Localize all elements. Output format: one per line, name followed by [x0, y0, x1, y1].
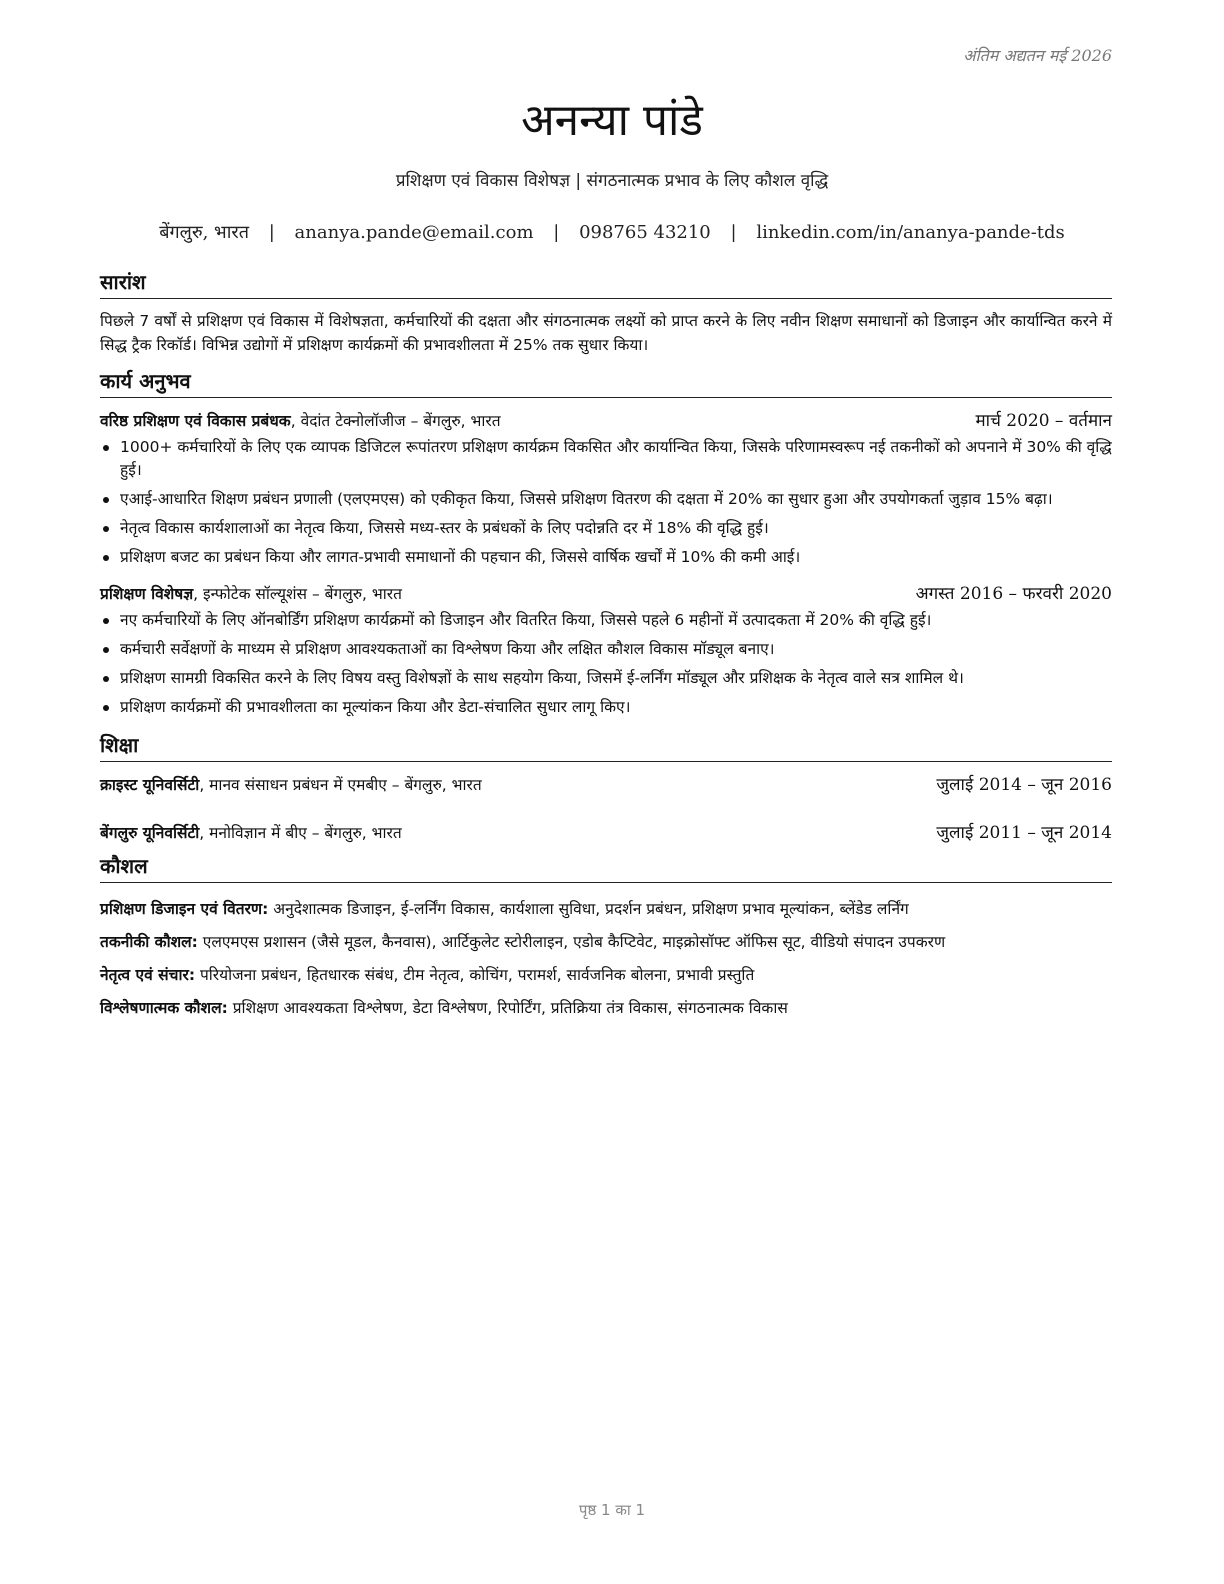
skill-label: नेतृत्व एवं संचार: [100, 966, 196, 984]
skill-value: प्रशिक्षण आवश्यकता विश्लेषण, डेटा विश्लेषण, रिपोर्टिंग, प्रतिक्रिया तंत्र विकास, संगठनात्मक विकास [227, 999, 788, 1017]
bullet-icon [103, 705, 109, 711]
skill-row [100, 893, 1112, 926]
bullet-icon [103, 445, 109, 451]
school-name: बेंगलुरु यूनिवर्सिटी [100, 824, 200, 842]
bullet-text: प्रशिक्षण कार्यक्रमों की प्रभावशीलता का मूल्यांकन किया और डेटा-संचालित सुधार लागू किए। [120, 698, 631, 716]
contact-phone: 098765 43210 [579, 222, 711, 243]
education-entry [100, 820, 1112, 846]
page-number: पृष्ठ 1 का 1 [578, 1501, 646, 1519]
bullet-item [100, 517, 1112, 540]
job-bullets [100, 436, 1112, 569]
skill-value: परियोजना प्रबंधन, हितधारक संबंध, टीम नेतृत्व, कोचिंग, परामर्श, सार्वजनिक बोलना, प्रभावी प्रस्तुति [195, 966, 755, 984]
summary-text: पिछले 7 वर्षों से प्रशिक्षण एवं विकास में विशेषज्ञता, कर्मचारियों की दक्षता और संगठनात्मक लक्ष्यों को प्राप्त करने के लिए नवीन शिक्षण समाधानों को डिजाइन और कार्यान्वित करने में सिद्ध ट्रैक रिकॉर्ड। विभिन्न उद्योगों में प्रशिक्षण कार्यक्रमों की प्रभावशीलता में 25% तक सुधार किया। [100, 312, 1112, 354]
skill-row [100, 959, 1112, 992]
bullet-text: 1000+ कर्मचारियों के लिए एक व्यापक डिजिटल रूपांतरण प्रशिक्षण कार्यक्रम विकसित और कार्यान्वित किया, जिसके परिणामस्वरूप नई तकनीकों को अपनाने में 30% की वृद्धि हुई। [120, 438, 1112, 479]
skill-row [100, 992, 1112, 1025]
section-title-education: शिक्षा [100, 731, 1112, 762]
skill-label: विश्लेषणात्मक कौशल: [100, 999, 228, 1017]
skill-value: एलएमएस प्रशासन (जैसे मूडल, कैनवास), आर्टिकुलेट स्टोरीलाइन, एडोब कैप्टिवेट, माइक्रोसॉफ्ट ऑफिस सूट, वीडियो संपादन उपकरण [197, 933, 946, 951]
bullet-item [100, 488, 1112, 511]
job-title: प्रशिक्षण विशेषज्ञ [100, 585, 194, 603]
bullet-item [100, 696, 1112, 719]
bullet-item [100, 546, 1112, 569]
education-date: जुलाई 2014 – जून 2016 [936, 775, 1112, 795]
contact-linkedin[interactable]: linkedin.com/in/ananya-pande-tds [756, 222, 1065, 243]
education-date: जुलाई 2011 – जून 2014 [936, 823, 1112, 843]
job-date: मार्च 2020 – वर्तमान [975, 411, 1112, 431]
job-title-line [100, 581, 402, 607]
job-title: वरिष्ठ प्रशिक्षण एवं विकास प्रबंधक [100, 412, 291, 430]
bullet-text: नेतृत्व विकास कार्यशालाओं का नेतृत्व किया, जिससे मध्य-स्तर के प्रबंधकों के लिए पदोन्नति दर में 18% की वृद्धि हुई। [120, 519, 769, 537]
job-header [100, 408, 1112, 434]
job-entry [100, 581, 1112, 719]
section-title-skills: कौशल [100, 852, 1112, 883]
contact-separator: | [553, 222, 560, 243]
skill-row [100, 926, 1112, 959]
bullet-icon [103, 676, 109, 682]
bullet-item [100, 667, 1112, 690]
bullet-icon [103, 618, 109, 624]
candidate-name: अनन्या पांडे [521, 95, 703, 146]
bullet-text: कर्मचारी सर्वेक्षणों के माध्यम से प्रशिक्षण आवश्यकताओं का विश्लेषण किया और लक्षित कौशल विकास मॉड्यूल बनाए। [120, 640, 775, 658]
job-bullets [100, 609, 1112, 719]
degree-detail: , मनोविज्ञान में बीए – बेंगलुरु, भारत [199, 824, 402, 842]
skill-label: प्रशिक्षण डिजाइन एवं वितरण: [100, 900, 269, 918]
headline: प्रशिक्षण एवं विकास विशेषज्ञ | संगठनात्मक प्रभाव के लिए कौशल वृद्धि [395, 171, 829, 191]
bullet-text: एआई-आधारित शिक्षण प्रबंधन प्रणाली (एलएमएस) को एकीकृत किया, जिससे प्रशिक्षण वितरण की दक्षता में 20% का सुधार हुआ और उपयोगकर्ता जुड़ाव 15% बढ़ा। [120, 490, 1053, 508]
job-org: , वेदांत टेक्नोलॉजीज – बेंगलुरु, भारत [290, 412, 501, 430]
bullet-icon [103, 526, 109, 532]
job-org: , इन्फोटेक सॉल्यूशंस – बेंगलुरु, भारत [193, 585, 402, 603]
contact-separator: | [268, 222, 275, 243]
contact-location: बेंगलुरु, भारत [159, 222, 249, 243]
contact-email[interactable]: ananya.pande@email.com [294, 222, 534, 243]
section-title-summary: सारांश [100, 268, 1112, 299]
job-entry [100, 408, 1112, 569]
degree-detail: , मानव संसाधन प्रबंधन में एमबीए – बेंगलुरु, भारत [199, 776, 482, 794]
bullet-item [100, 436, 1112, 482]
school-name: क्राइस्ट यूनिवर्सिटी [100, 776, 200, 794]
bullet-text: प्रशिक्षण सामग्री विकसित करने के लिए विषय वस्तु विशेषज्ञों के साथ सहयोग किया, जिसमें ई-लर्निंग मॉड्यूल और प्रशिक्षक के नेतृत्व वाले सत्र शामिल थे। [120, 669, 964, 687]
bullet-icon [103, 555, 109, 561]
bullet-text: प्रशिक्षण बजट का प्रबंधन किया और लागत-प्रभावी समाधानों की पहचान की, जिससे वार्षिक खर्चों में 10% की कमी आई। [120, 548, 801, 566]
bullet-item [100, 609, 1112, 632]
section-title-experience: कार्य अनुभव [100, 367, 1112, 398]
education-entry [100, 772, 1112, 798]
job-date: अगस्त 2016 – फरवरी 2020 [915, 584, 1112, 604]
bullet-icon [103, 647, 109, 653]
last-updated: अंतिम अद्यतन मई 2026 [963, 46, 1112, 65]
bullet-item [100, 638, 1112, 661]
skill-value: अनुदेशात्मक डिजाइन, ई-लर्निंग विकास, कार्यशाला सुविधा, प्रदर्शन प्रबंधन, प्रशिक्षण प्रभाव मूल्यांकन, ब्लेंडेड लर्निंग [268, 900, 909, 918]
job-title-line [100, 408, 501, 434]
skill-label: तकनीकी कौशल: [100, 933, 198, 951]
bullet-icon [103, 497, 109, 503]
education-line [100, 772, 482, 798]
contact-line [0, 220, 1224, 244]
education-line [100, 820, 402, 846]
resume-content [100, 268, 1112, 1025]
bullet-text: नए कर्मचारियों के लिए ऑनबोर्डिंग प्रशिक्षण कार्यक्रमों को डिजाइन और वितरित किया, जिससे पहले 6 महीनों में उत्पादकता में 20% की वृद्धि हुई। [120, 611, 932, 629]
job-header [100, 581, 1112, 607]
contact-separator: | [730, 222, 737, 243]
